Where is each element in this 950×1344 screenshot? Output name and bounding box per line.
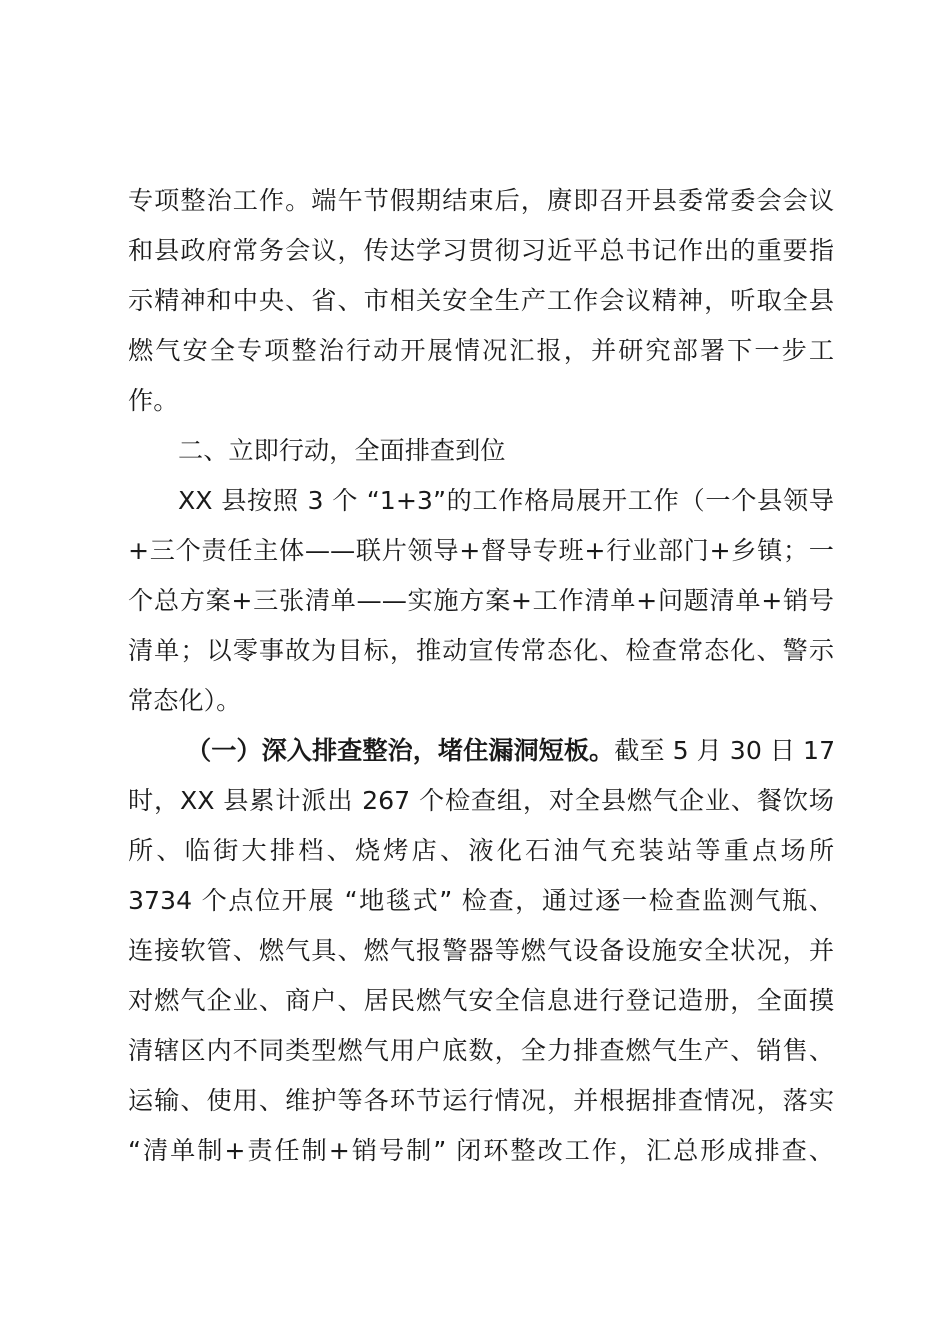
subheading: （一）深入排查整治，堵住漏洞短板。 <box>186 736 615 765</box>
paragraph-line: 燃气安全专项整治行动开展情况汇报，并研究部署下一步工 <box>128 336 834 365</box>
paragraph-line: 和县政府常务会议，传达学习贯彻习近平总书记作出的重要指 <box>128 236 834 265</box>
paragraph-line: 作。 <box>128 386 179 415</box>
paragraph-line: XX 县按照 3 个 “1+3”的工作格局展开工作（一个县领导 <box>178 486 834 515</box>
paragraph-1 <box>128 176 834 426</box>
paragraph-text: 截至 5 月 30 日 17 <box>614 736 836 765</box>
paragraph-line: 连接软管、燃气具、燃气报警器等燃气设备设施安全状况，并 <box>128 936 834 965</box>
paragraph-line: 对燃气企业、商户、居民燃气安全信息进行登记造册，全面摸 <box>128 986 834 1015</box>
paragraph-line <box>128 726 834 776</box>
paragraph-line: 时，XX 县累计派出 267 个检查组，对全县燃气企业、餐饮场 <box>128 786 834 815</box>
paragraph-line: 常态化）。 <box>128 686 242 715</box>
paragraph-line: 示精神和中央、省、市相关安全生产工作会议精神，听取全县 <box>128 286 834 315</box>
paragraph-line: 专项整治工作。端午节假期结束后，赓即召开县委常委会会议 <box>128 186 834 215</box>
document-page <box>128 176 834 1176</box>
paragraph-line: 3734 个点位开展 “地毯式” 检查，通过逐一检查监测气瓶、 <box>128 886 834 915</box>
section-heading: 二、立即行动，全面排查到位 <box>178 436 506 465</box>
paragraph-line: 运输、使用、维护等各环节运行情况，并根据排查情况，落实 <box>128 1086 834 1115</box>
paragraph-3 <box>128 726 834 1176</box>
paragraph-line: +三个责任主体——联片领导+督导专班+行业部门+乡镇；一 <box>128 536 834 565</box>
paragraph-line: “清单制+责任制+销号制” 闭环整改工作，汇总形成排查、 <box>128 1136 834 1165</box>
paragraph-2 <box>128 476 834 726</box>
paragraph-line: 所、临街大排档、烧烤店、液化石油气充装站等重点场所 <box>128 836 834 865</box>
paragraph-line: 清单；以零事故为目标，推动宣传常态化、检查常态化、警示 <box>128 636 834 665</box>
paragraph-line: 个总方案+三张清单——实施方案+工作清单+问题清单+销号 <box>128 586 834 615</box>
paragraph-line: 清辖区内不同类型燃气用户底数，全力排查燃气生产、销售、 <box>128 1036 834 1065</box>
